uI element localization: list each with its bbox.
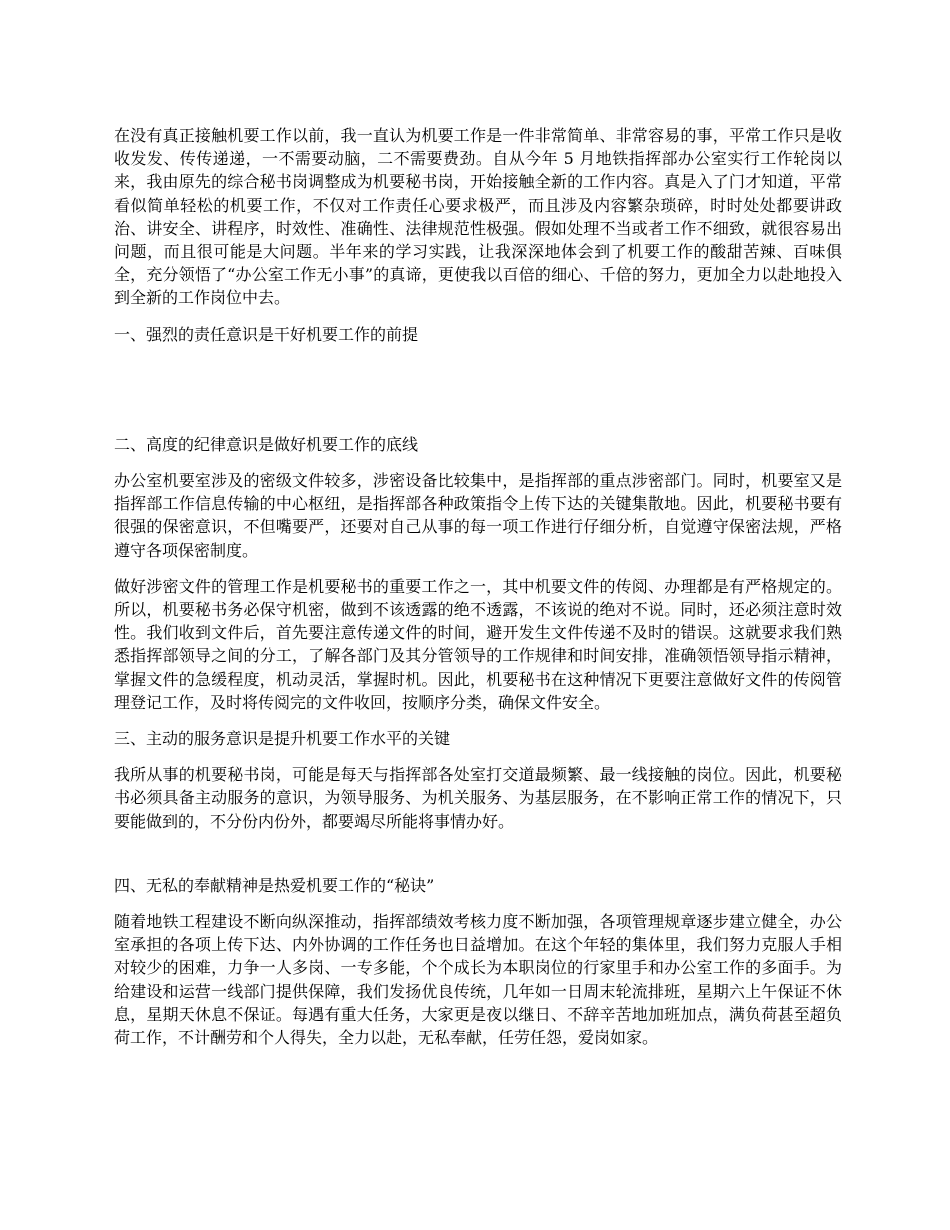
section-3-blank-space — [114, 846, 842, 874]
section-1-heading: 一、强烈的责任意识是干好机要工作的前提 — [114, 324, 419, 344]
section-3-paragraph-1: 我所从事的机要秘书岗，可能是每天与指挥部各处室打交道最频繁、最一线接触的岗位。因此，机要秘书必须具备主动服务的意识，为领导服务、为机关服务、为基层服务，在不影响正常工作的情况下，只要能做到的，不分份内份外，都要竭尽所能将事情办好。 — [114, 765, 842, 831]
intro-paragraph: 在没有真正接触机要工作以前，我一直认为机要工作是一件非常简单、非常容易的事，平常工作只是收收发发、传传递递，一不需要动脑，二不需要费劲。自从今年 5 月地铁指挥部办公室实行工作轮岗以来，我由原先的综合秘书岗调整成为机要秘书岗，开始接触全新的工作内容。真是入了门才知道，平常看似简单轻松的机要工作，不仅对工作责任心要求极严，而且涉及内容繁杂琐碎，时时处处都要讲政治、讲安全、讲程序，时效性、准确性、法律规范性极强。假如处理不当或者工作不细致，就很容易出问题，而且很可能是大问题。半年来的学习实践，让我深深地体会到了机要工作的酸甜苦辣、百味俱全，充分领悟了“办公室工作无小事”的真谛，更使我以百倍的细心、千倍的努力，更加全力以赴地投入到全新的工作岗位中去。 — [114, 126, 842, 308]
section-2-paragraph-2: 做好涉密文件的管理工作是机要秘书的重要工作之一，其中机要文件的传阅、办理都是有严格规定的。所以，机要秘书务必保守机密，做到不该透露的绝不透露，不该说的绝对不说。同时，还必须注意时效性。我们收到文件后，首先要注意传递文件的时间，避开发生文件传递不及时的错误。这就要求我们熟悉指挥部领导之间的分工，了解各部门及其分管领导的工作规律和时间安排，准确领悟领导指示精神，掌握文件的急缓程度，机动灵活，掌握时机。因此，机要秘书在这种情况下更要注意做好文件的传阅管理登记工作，及时将传阅完的文件收回，按顺序分类，确保文件安全。 — [114, 576, 842, 712]
section-1-blank-space — [114, 359, 842, 433]
document-body — [114, 124, 842, 1062]
section-4-paragraph-1: 随着地铁工程建设不断向纵深推动，指挥部绩效考核力度不断加强，各项管理规章逐步建立健全，办公室承担的各项上传下达、内外协调的工作任务也日益增加。在这个年轻的集体里，我们努力克服人手相对较少的困难，力争一人多岗、一专多能，个个成长为本职岗位的行家里手和办公室工作的多面手。为给建设和运营一线部门提供保障，我们发扬优良传统，几年如一日周末轮流排班，星期六上午保证不休息，星期天休息不保证。每遇有重大任务，大家更是夜以继日、不辞辛苦地加班加点，满负荷甚至超负荷工作，不计酬劳和个人得失，全力以赴，无私奉献，任劳任怨，爱岗如家。 — [114, 912, 842, 1048]
section-2-heading: 二、高度的纪律意识是做好机要工作的底线 — [114, 434, 419, 454]
section-2-paragraph-1: 办公室机要室涉及的密级文件较多，涉密设备比较集中，是指挥部的重点涉密部门。同时，机要室又是指挥部工作信息传输的中心枢纽，是指挥部各种政策指令上传下达的关键集散地。因此，机要秘书要有很强的保密意识，不但嘴要严，还要对自己从事的每一项工作进行仔细分析，自觉遵守保密法规，严格遵守各项保密制度。 — [114, 471, 842, 560]
section-3-heading: 三、主动的服务意识是提升机要工作水平的关键 — [114, 729, 451, 749]
section-4-heading: 四、无私的奉献精神是热爱机要工作的“秘诀” — [114, 875, 435, 895]
